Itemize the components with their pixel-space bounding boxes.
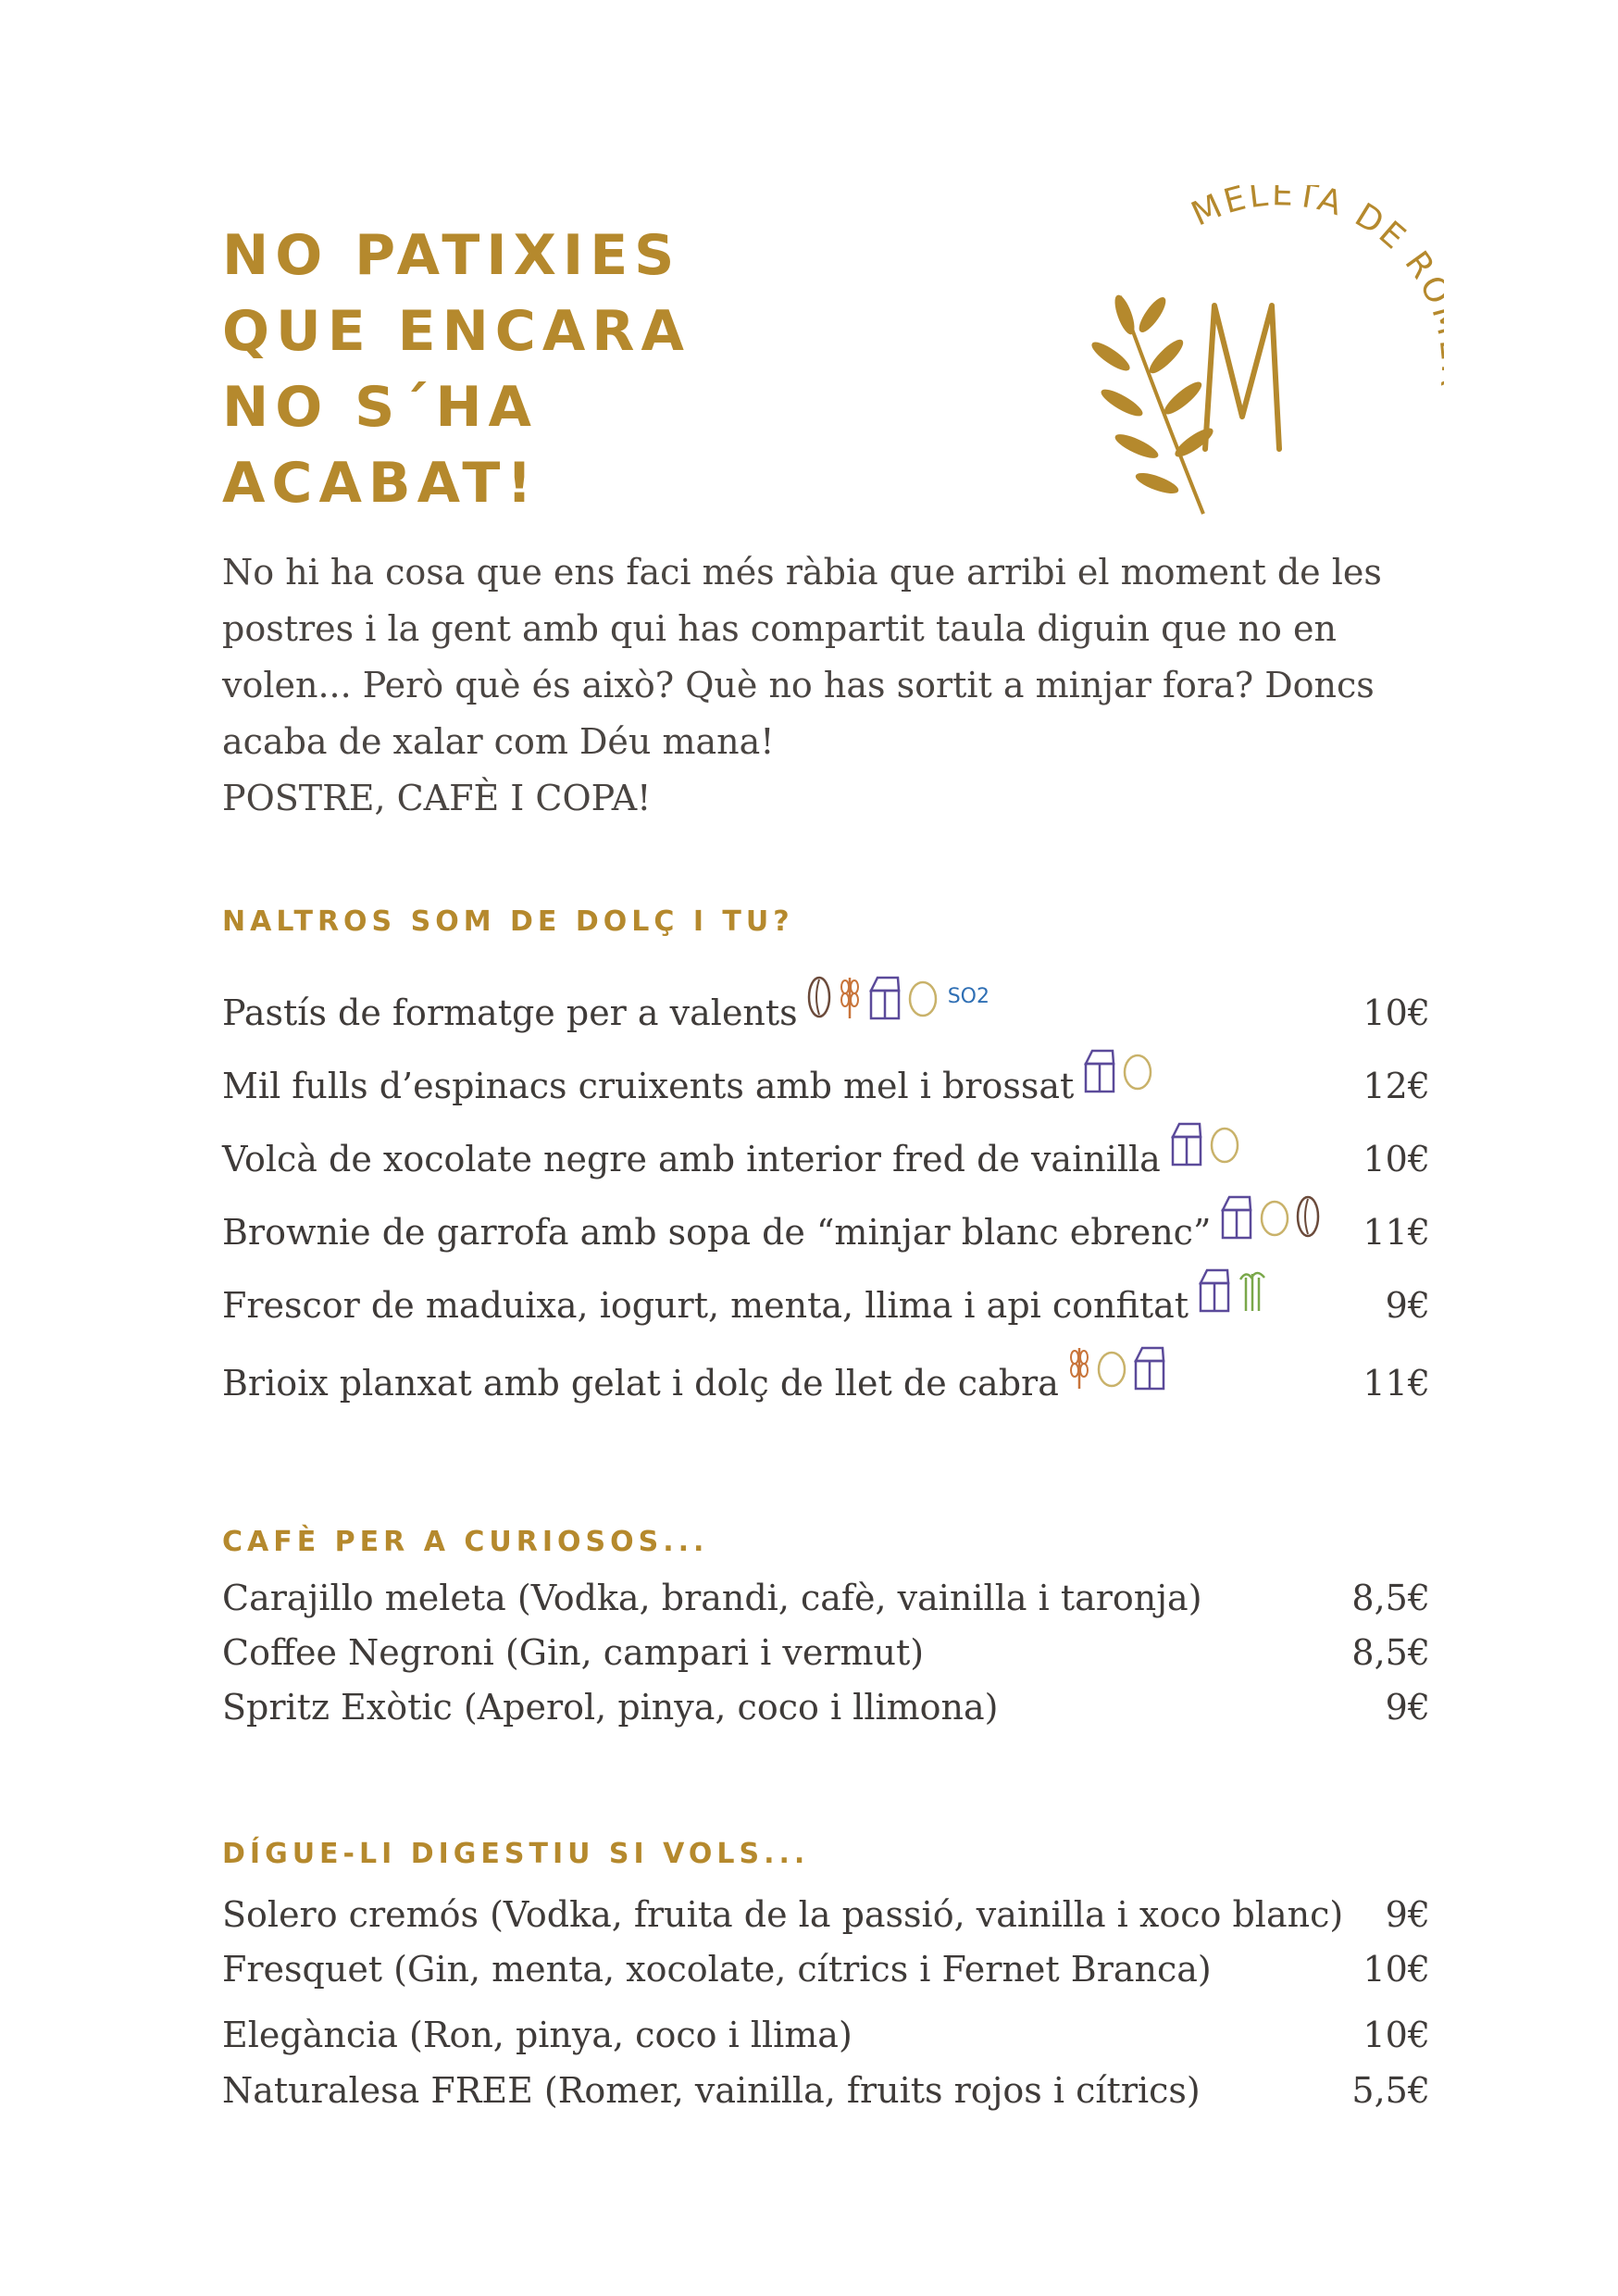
menu-item-price: 10€ <box>1363 2015 1430 2055</box>
headline-line-1: NO PATIXIES <box>222 223 681 288</box>
menu-item-row <box>222 1060 1430 1112</box>
nut-icon <box>1294 1193 1322 1240</box>
menu-item-name: Elegància (Ron, pinya, coco i llima) <box>222 2015 853 2055</box>
menu-item-row <box>222 1681 1430 1733</box>
menu-item-price: 11€ <box>1363 1363 1430 1404</box>
menu-item-price: 10€ <box>1363 992 1430 1033</box>
menu-item-price: 5,5€ <box>1351 2070 1430 2111</box>
menu-item-name: Solero cremós (Vodka, fruita de la passió, vainilla i xoco blanc) <box>222 1894 1344 1935</box>
menu-item-price: 12€ <box>1363 1066 1430 1106</box>
allergen-icons <box>1168 1120 1240 1167</box>
menu-item-row <box>222 2009 1430 2061</box>
menu-item-name: Pastís de formatge per a valents <box>222 992 798 1033</box>
intro-line-3: volen... Però què és això? Què no has sortit a minjar fora? Doncs <box>222 665 1375 705</box>
headline-line-4: ACABAT! <box>222 451 539 516</box>
egg-icon <box>1259 1193 1290 1240</box>
menu-item-row <box>222 1572 1430 1624</box>
nut-icon <box>805 974 833 1020</box>
intro-paragraph <box>222 544 1425 827</box>
intro-line-5: POSTRE, CAFÈ I COPA! <box>222 778 652 818</box>
menu-item-name: Spritz Exòtic (Aperol, pinya, coco i llimona) <box>222 1687 999 1728</box>
menu-item-row <box>222 1943 1430 1995</box>
menu-item-row <box>222 1279 1430 1331</box>
olive-branch-icon <box>1089 293 1215 514</box>
allergen-icons <box>1066 1344 1168 1391</box>
logo-emblem <box>1037 185 1444 537</box>
menu-item-name: Coffee Negroni (Gin, campari i vermut) <box>222 1632 925 1673</box>
menu-item-name: Brownie de garrofa amb sopa de “minjar blanc ebrenc” <box>222 1212 1212 1253</box>
menu-item-name: Carajillo meleta (Vodka, brandi, cafè, vainilla i taronja) <box>222 1578 1202 1618</box>
menu-item-row <box>222 1133 1430 1185</box>
gluten-icon <box>837 974 863 1020</box>
menu-item-price: 10€ <box>1363 1139 1430 1179</box>
menu-item-name: Brioix planxat amb gelat i dolç de llet de cabra <box>222 1363 1059 1404</box>
menu-item-name: Volcà de xocolate negre amb interior fred de vainilla <box>222 1139 1161 1179</box>
sulphites-icon: SO2 <box>947 985 989 1008</box>
milk-icon <box>1168 1120 1205 1167</box>
logo-monogram-m <box>1205 306 1279 449</box>
menu-item-row <box>222 1889 1430 1940</box>
menu-item-name: Frescor de maduixa, iogurt, menta, llima i api confitat <box>222 1285 1189 1326</box>
page-headline <box>222 218 796 521</box>
milk-icon <box>1081 1047 1118 1093</box>
restaurant-logo <box>1037 185 1444 537</box>
celery-icon <box>1237 1267 1268 1313</box>
section-title-coffee: CAFÈ PER A CURIOSOS... <box>222 1526 709 1558</box>
allergen-icons <box>805 974 989 1020</box>
allergen-icons <box>1081 1047 1153 1093</box>
egg-icon <box>1122 1047 1153 1093</box>
menu-item-name: Mil fulls d’espinacs cruixents amb mel i brossat <box>222 1066 1075 1106</box>
menu-item-price: 11€ <box>1363 1212 1430 1253</box>
milk-icon <box>1196 1267 1233 1313</box>
logo-arc-text: MELETA DE R <box>1186 185 1444 288</box>
section-title-digestifs: DÍGUE-LI DIGESTIU SI VOLS... <box>222 1838 810 1870</box>
menu-item-price: 9€ <box>1385 1687 1430 1728</box>
egg-icon <box>1096 1344 1127 1391</box>
milk-icon <box>1131 1344 1168 1391</box>
intro-line-1: No hi ha cosa que ens faci més ràbia que arribi el moment de les <box>222 552 1382 593</box>
section-title-desserts: NALTROS SOM DE DOLÇ I TU? <box>222 905 794 938</box>
egg-icon <box>1209 1120 1240 1167</box>
menu-item-price: 8,5€ <box>1351 1578 1430 1618</box>
headline-line-3: NO S´HA <box>222 375 538 440</box>
milk-icon <box>866 974 903 1020</box>
menu-item-row <box>222 2065 1430 2116</box>
menu-item-row <box>222 1357 1430 1409</box>
menu-item-price: 9€ <box>1385 1894 1430 1935</box>
gluten-icon <box>1066 1344 1092 1391</box>
menu-item-price: 8,5€ <box>1351 1632 1430 1673</box>
intro-line-2: postres i la gent amb qui has compartit taula diguin que no en <box>222 608 1337 649</box>
egg-icon <box>907 974 939 1020</box>
menu-item-row <box>222 1206 1430 1258</box>
menu-item-name: Fresquet (Gin, menta, xocolate, cítrics i Fernet Branca) <box>222 1949 1212 1990</box>
intro-line-4: acaba de xalar com Déu mana! <box>222 721 775 762</box>
milk-icon <box>1218 1193 1255 1240</box>
headline-line-2: QUE ENCARA <box>222 299 691 364</box>
menu-item-price: 10€ <box>1363 1949 1430 1990</box>
menu-item-price: 9€ <box>1385 1285 1430 1326</box>
allergen-icons <box>1196 1267 1268 1313</box>
menu-item-name: Naturalesa FREE (Romer, vainilla, fruits rojos i cítrics) <box>222 2070 1201 2111</box>
allergen-icons <box>1218 1193 1322 1240</box>
menu-item-row <box>222 1627 1430 1678</box>
menu-item-row <box>222 987 1430 1039</box>
